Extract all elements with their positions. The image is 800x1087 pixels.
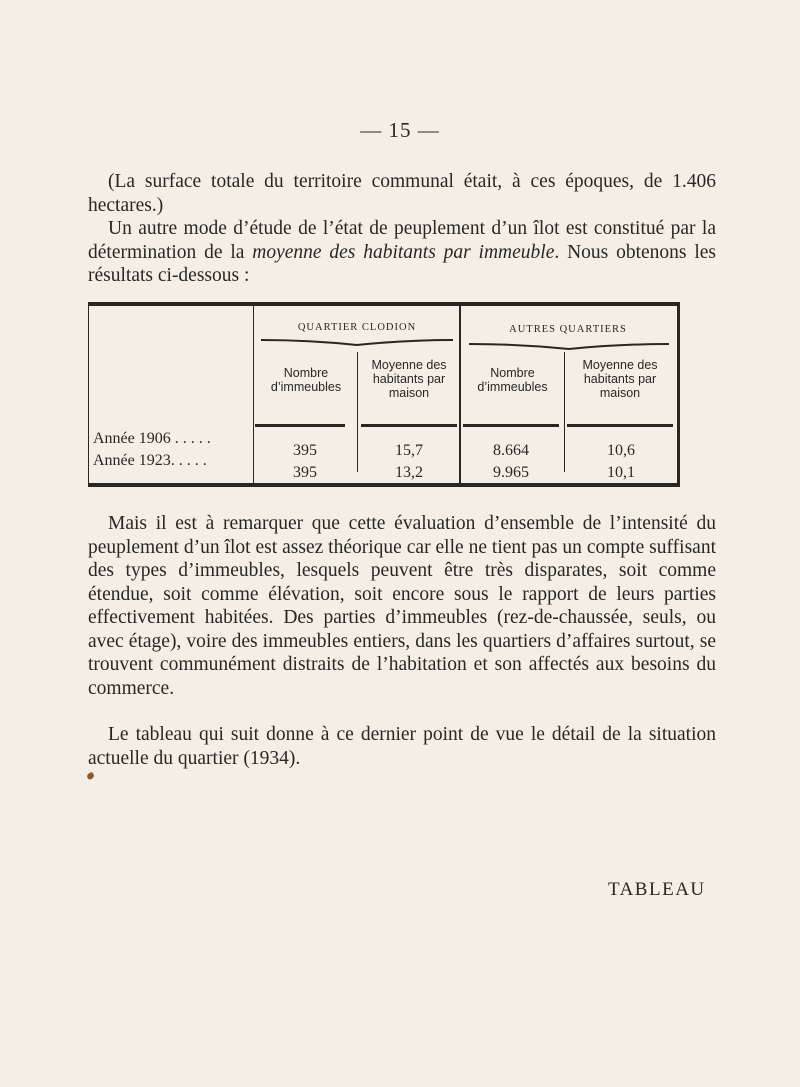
paragraph-tableau: Le tableau qui suit donne à ce dernier point de vue le détail de la situation actuelle du quartier (1934). [88,724,716,769]
cell-1906-nombre-autres: 8.664 [493,442,529,459]
paragraph-evaluation: Mais il est à remarquer que cette évaluation d’ensemble de l’intensité du peuplement d’un îlot est assez théorique car elle ne tient pas un compte suffisant des types d’immeubles, lesquels peuvent être très disparates, soit comme étendue, soit comme élévation, soit encore sous le rapport de leurs parties effectivement habitées. Des parties d’immeubles (rez-de-chaussée, seuls, ou avec étage), voire des immeubles entiers, dans les quartiers d’affaires surtout, se trouvent communément distraits de l’habitation et son affectés aux besoins du commerce. [88,513,716,699]
table-divider [357,352,358,472]
paragraph-methode-text-1: Un autre mode d’étude de l’état de peuplement d’un îlot est constitué par la détermination de la [88,218,716,263]
paragraph-methode-text-2: . Nous obtenons les résultats ci-dessous : [88,241,716,286]
col-head-moyenne-autres: Moyenne des habitants par maison [582,358,658,400]
col-head-nombre-clodion: Nombre d’immeubles [270,366,342,394]
brace-clodion [261,338,453,346]
cell-1923-nombre-clodion: 395 [293,464,317,481]
ink-speck [86,772,95,781]
cell-1906-moyenne-autres: 10,6 [607,442,635,459]
header-rule [361,424,457,427]
population-table [88,302,680,487]
cell-1906-moyenne-clodion: 15,7 [395,442,423,459]
cell-1923-moyenne-clodion: 13,2 [395,464,423,481]
header-rule [567,424,673,427]
paragraph-methode-emphasis: moyenne des habitants par immeuble [252,241,555,263]
brace-autres [469,342,669,350]
col-head-moyenne-clodion: Moyenne des habitants par maison [371,358,447,400]
header-rule [255,424,345,427]
row-label-1923: Année 1923. . . . . [93,452,207,469]
paragraph-methode [88,217,716,288]
row-label-1906: Année 1906 . . . . . [93,430,211,447]
next-heading: TABLEAU [608,879,706,900]
header-rule [463,424,559,427]
cell-1906-nombre-clodion: 395 [293,442,317,459]
cell-1923-moyenne-autres: 10,1 [607,464,635,481]
group-heading-clodion: QUARTIER CLODION [297,322,417,333]
table-divider [253,306,254,483]
col-head-nombre-autres: Nombre d’immeubles [477,366,548,394]
group-heading-autres: AUTRES QUARTIERS [509,324,627,335]
page-number: — 15 — [360,118,440,142]
cell-1923-nombre-autres: 9.965 [493,464,529,481]
paragraph-surface: (La surface totale du territoire communal était, à ces époques, de 1.406 hectares.) [88,171,716,216]
table-divider [564,352,565,472]
